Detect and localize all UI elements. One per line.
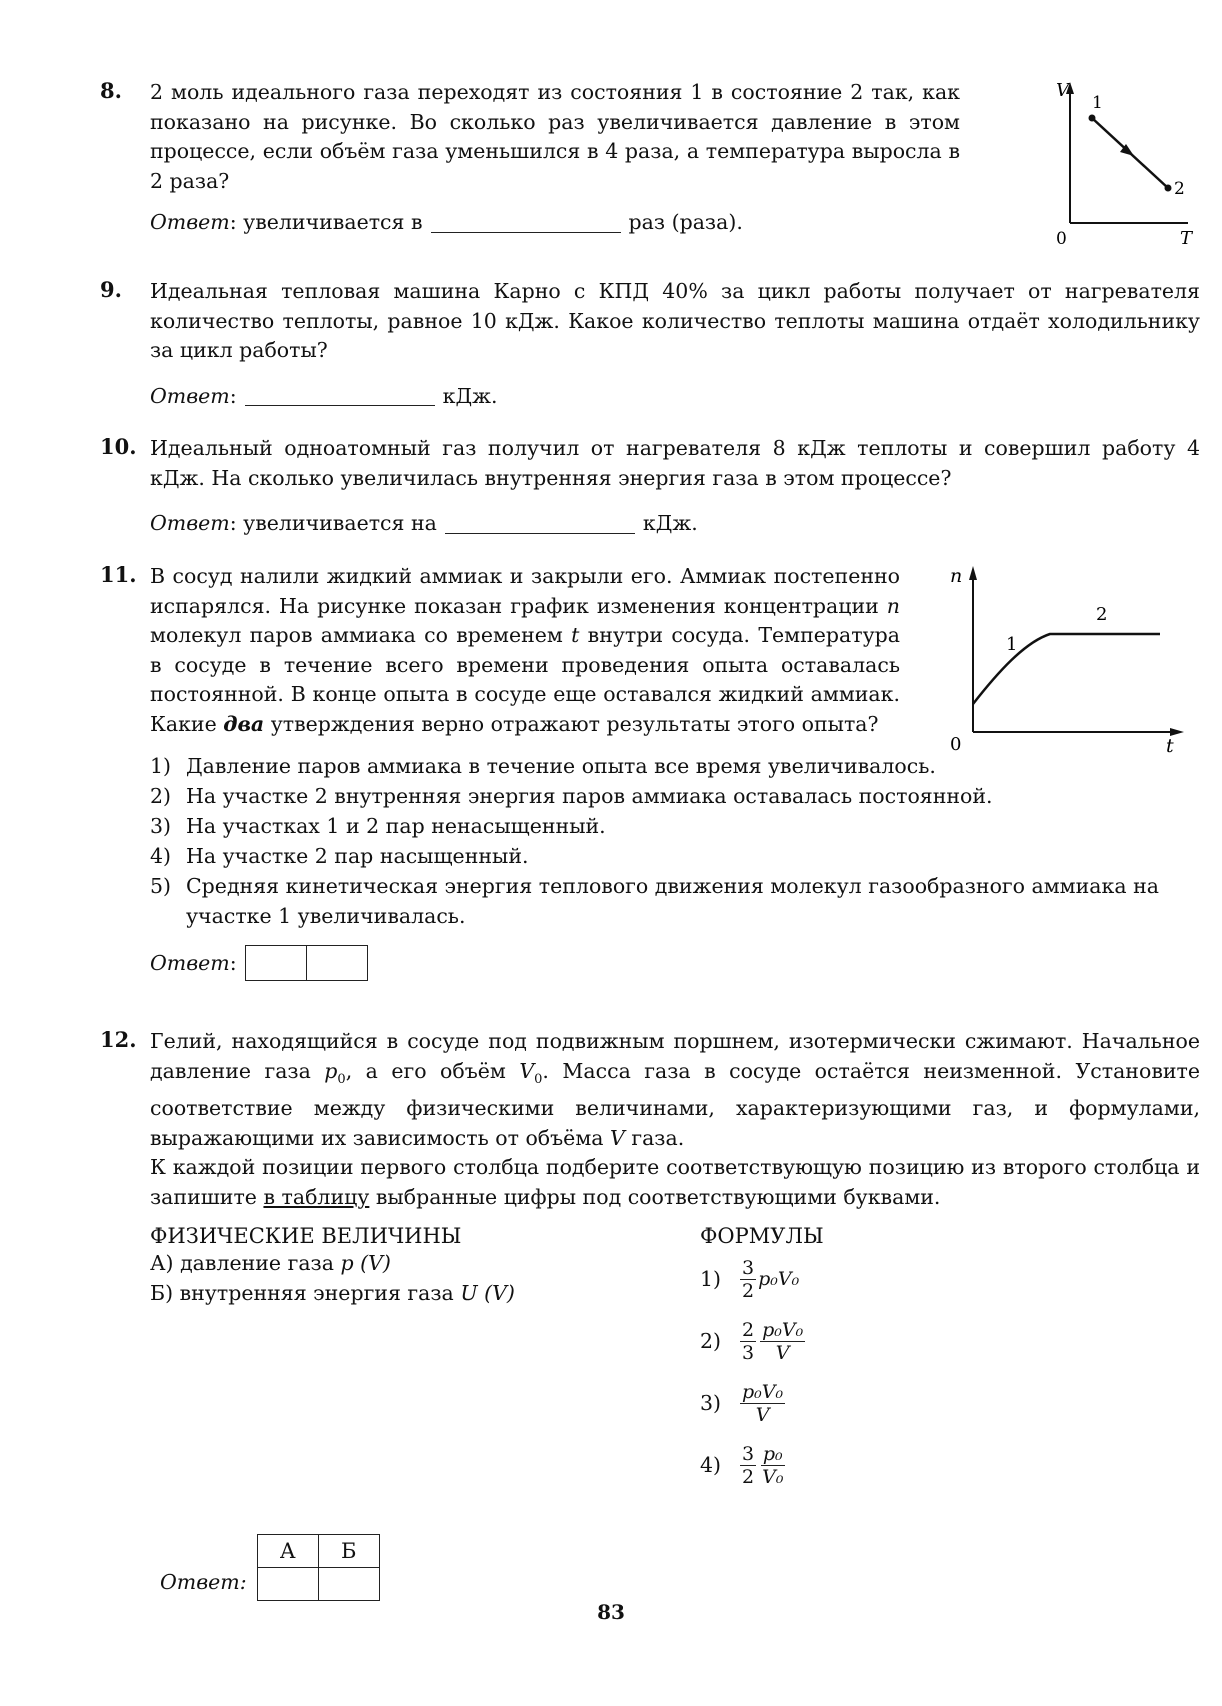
segment-label-2: 2 xyxy=(1096,604,1108,625)
origin-label: 0 xyxy=(950,734,962,755)
formula-4: 4) 3 2 p₀ V₀ xyxy=(700,1442,784,1488)
answer-boxes[interactable] xyxy=(245,945,368,981)
answer-blank[interactable] xyxy=(431,212,621,233)
question-text: 2 моль идеального газа переходят из состояния 1 в состояние 2 так, как показано на рисунке. Во сколько раз увеличивается давление в этом процессе, если объём газа уменьшился в 4 раза, а температура выросла в 2 раза? xyxy=(150,80,960,193)
option-4[interactable]: 4) На участке 2 пар насыщенный. xyxy=(150,844,529,868)
formula-3: 3) p₀V₀ V xyxy=(700,1380,784,1426)
page-number: 83 xyxy=(597,1600,625,1624)
option-5[interactable]: 5) Средняя кинетическая энергия теплового движения молекул газообразного аммиака на участке 1 увеличивалась. xyxy=(150,874,1159,928)
options-list xyxy=(150,751,1200,931)
answer-suffix: кДж. xyxy=(442,383,498,408)
column-heading: ФОРМУЛЫ xyxy=(700,1224,824,1249)
question-number: 10. xyxy=(100,434,137,459)
label-2: 2 xyxy=(1174,179,1185,199)
item-b: Б) внутренняя энергия газа U (V) xyxy=(150,1281,515,1306)
answer-label: Ответ xyxy=(150,951,230,975)
axis-label-t: T xyxy=(1180,228,1193,248)
answer-blank[interactable] xyxy=(245,385,435,406)
instruction-text: К каждой позиции первого столбца подберите соответствующую позицию из второго столбца и запишите в таблицу выбранные цифры под соответствующими буквами. xyxy=(150,1155,1200,1209)
question-11 xyxy=(100,562,1200,981)
question-number: 12. xyxy=(100,1027,137,1052)
question-text: Идеальная тепловая машина Карно с КПД 40% за цикл работы получает от нагревателя количество теплоты, равное 10 кДж. Какое количество теплоты машина отдаёт холодильнику за цикл работы? xyxy=(150,279,1200,362)
concentration-graph xyxy=(920,562,1190,762)
answer-suffix: раз (раза). xyxy=(628,210,743,234)
segment-label-1: 1 xyxy=(1006,634,1018,655)
point-2 xyxy=(1165,185,1172,192)
item-a: А) давление газа p (V) xyxy=(150,1251,391,1276)
question-number: 9. xyxy=(100,277,122,302)
axis-label-n: n xyxy=(950,565,963,587)
answer-label: Ответ xyxy=(150,210,230,234)
answer-label: Ответ xyxy=(150,511,230,535)
question-number: 11. xyxy=(100,562,137,587)
answer-cell-b[interactable] xyxy=(318,1568,379,1601)
column-quantities xyxy=(150,1224,670,1308)
answer-line xyxy=(150,384,1200,408)
formula-2: 2) 2 3 p₀V₀ V xyxy=(700,1318,804,1364)
origin-label: 0 xyxy=(1056,229,1067,248)
column-heading: ФИЗИЧЕСКИЕ ВЕЛИЧИНЫ xyxy=(150,1224,462,1249)
question-9 xyxy=(100,277,1200,408)
answer-prefix: : увеличивается в xyxy=(229,210,423,234)
point-1 xyxy=(1089,115,1096,122)
question-number: 8. xyxy=(100,78,122,103)
question-text: Идеальный одноатомный газ получил от нагревателя 8 кДж теплоты и совершил работу 4 кДж. На сколько увеличилась внутренняя энергия газа в этом процессе? xyxy=(150,436,1200,490)
vt-graph xyxy=(1040,78,1200,248)
curve-segment-1 xyxy=(973,634,1160,704)
option-3[interactable]: 3) На участках 1 и 2 пар ненасыщенный. xyxy=(150,814,606,838)
question-text: Гелий, находящийся в сосуде под подвижным поршнем, изотермически сжимают. Начальное давление газа $p_0$, а его объём $V_0$. Масса газа в сосуде остаётся неизменной. Установите соответствие между физическими величинами, характеризующими газ, и формулами, выражающими их зависимость от объёма V газа. xyxy=(150,1029,1200,1150)
answer-prefix: : xyxy=(229,383,237,408)
option-2[interactable]: 2) На участке 2 внутренняя энергия паров аммиака оставалась постоянной. xyxy=(150,784,993,808)
question-8 xyxy=(100,78,1200,248)
option-1[interactable]: 1) Давление паров аммиака в течение опыта все время увеличивалось. xyxy=(150,754,936,778)
answer-cell-a[interactable] xyxy=(257,1568,318,1601)
question-text: В сосуд налили жидкий аммиак и закрыли его. Аммиак постепенно испарялся. На рисунке показан график изменения концентрации n молекул паров аммиака со временем t внутри сосуда. Температура в сосуде в течение всего времени проведения опыта оставалась постоянной. В конце опыта в сосуде еще оставался жидкий аммиак. Какие два утверждения верно отражают результаты этого опыта? xyxy=(150,564,900,736)
formula-1: 1) 3 2 p₀V₀ xyxy=(700,1256,800,1302)
axis-label-t: t xyxy=(1166,735,1174,757)
answer-prefix: : увеличивается на xyxy=(229,511,437,535)
answer-line: Ответ: xyxy=(150,945,1200,981)
answer-table xyxy=(257,1534,380,1601)
column-formulas xyxy=(700,1224,1000,1496)
axis-label-v: V xyxy=(1056,80,1069,101)
matching-columns xyxy=(150,1224,1200,1514)
answer-table-block xyxy=(160,1534,1200,1601)
table-header-a: А xyxy=(257,1535,318,1568)
answer-line xyxy=(150,511,1200,535)
answer-label: Ответ: xyxy=(160,1569,247,1594)
question-10 xyxy=(100,434,1200,535)
answer-label: Ответ xyxy=(150,383,230,408)
answer-suffix: кДж. xyxy=(642,511,698,535)
table-header-b: Б xyxy=(318,1535,379,1568)
label-1: 1 xyxy=(1092,93,1103,113)
answer-blank[interactable] xyxy=(445,513,635,534)
question-12 xyxy=(100,1027,1200,1601)
